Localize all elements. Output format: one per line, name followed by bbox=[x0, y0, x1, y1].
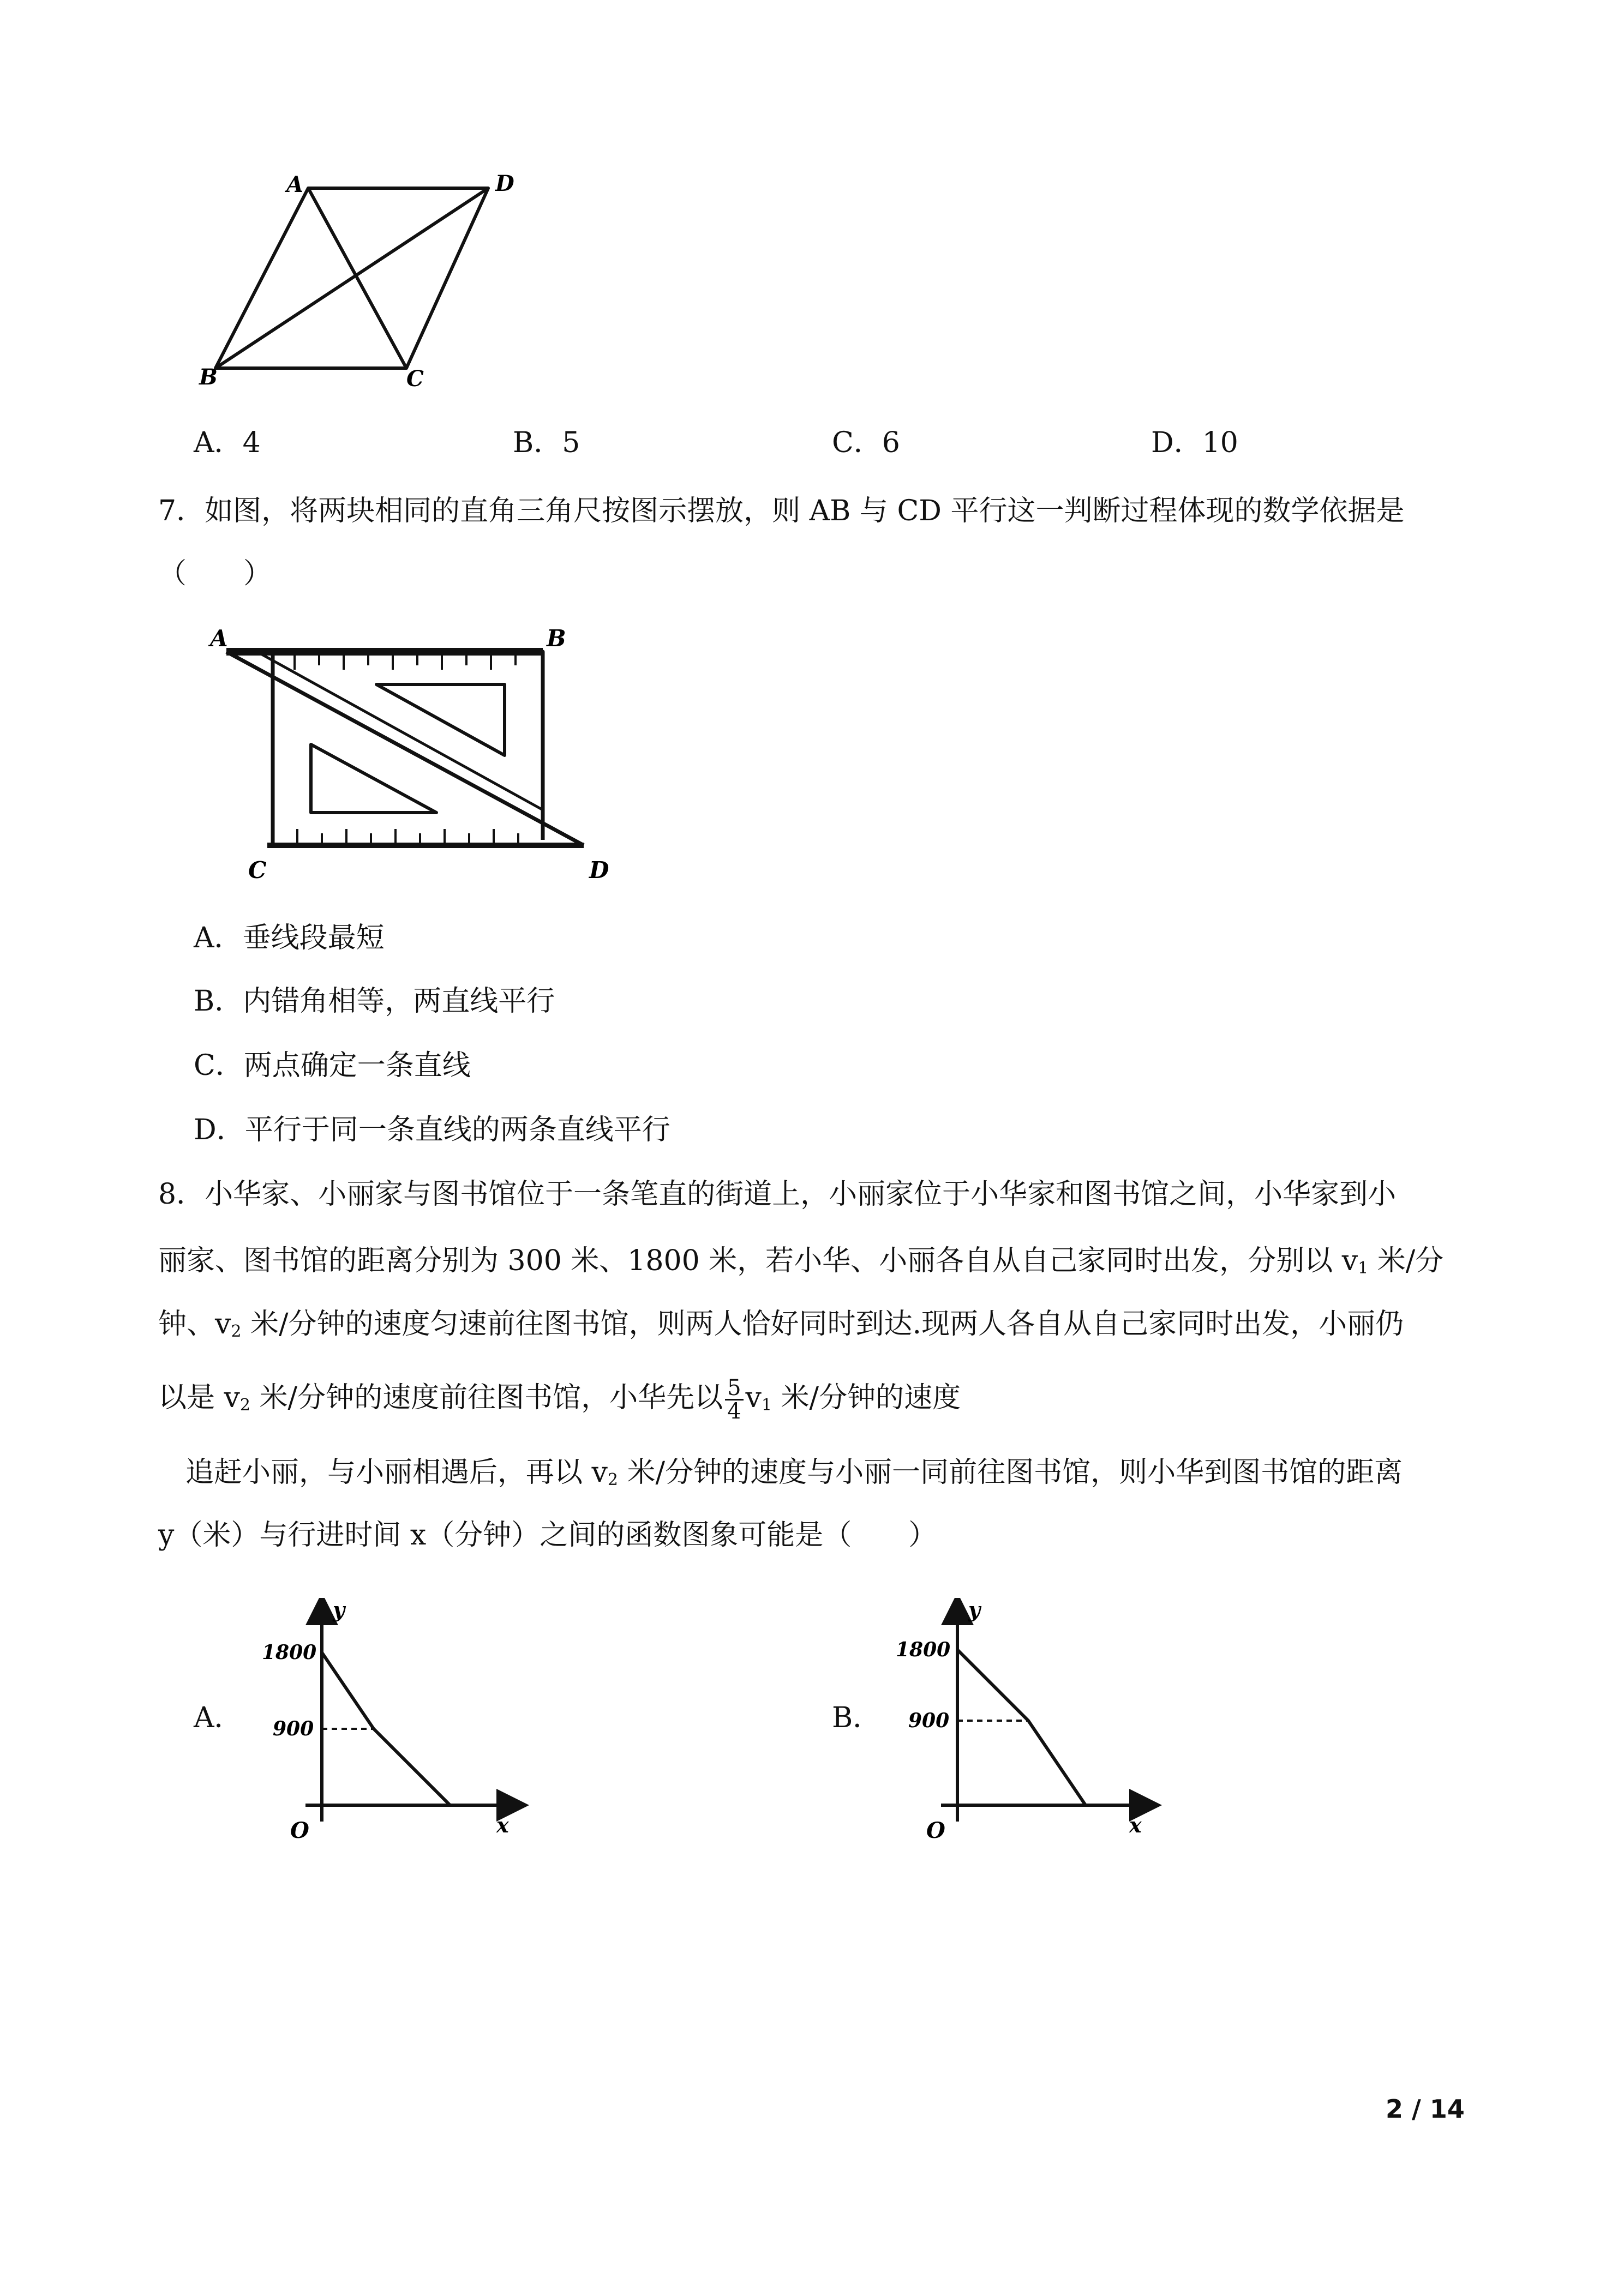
q7-stem-line2: （ ） bbox=[158, 557, 272, 590]
q8-graph-b-x-axis-label: x bbox=[1129, 1813, 1142, 1837]
q8-graph-a-y-mid: 900 bbox=[273, 1717, 314, 1740]
q7-stem-text: 如图，将两块相同的直角三角尺按图示摆放，则 AB 与 CD 平行这一判断过程体现的数学依据是 bbox=[205, 495, 1405, 527]
q8-line4-b: 米/分钟的速度前往图书馆，小华先以 bbox=[250, 1381, 723, 1414]
q6-option-d-text: 10 bbox=[1202, 426, 1238, 459]
q7-label-c: C bbox=[248, 857, 267, 883]
q8-line2-b: 米/分 bbox=[1368, 1245, 1444, 1277]
q6-option-b-text: 5 bbox=[562, 426, 580, 459]
q8-fraction bbox=[725, 1377, 743, 1422]
q7-stem-line1 bbox=[158, 494, 1404, 528]
q8-stem-line1 bbox=[158, 1177, 1396, 1212]
q6-option-d bbox=[1151, 425, 1238, 460]
q8-graph-a-y-axis-label: y bbox=[333, 1598, 345, 1622]
q7-option-c-text: 两点确定一条直线 bbox=[243, 1049, 471, 1082]
q7-label-a: A bbox=[210, 625, 228, 652]
q7-option-a-text: 垂线段最短 bbox=[242, 922, 385, 954]
q8-line4-a: 以是 v bbox=[158, 1381, 240, 1414]
q8-line3-b: 米/分钟的速度匀速前往图书馆，则两人恰好同时到达.现两人各自从自己家同时出发，小丽仍 bbox=[241, 1308, 1404, 1341]
q6-figure bbox=[185, 164, 556, 393]
q7-option-c-letter: C． bbox=[194, 1049, 244, 1082]
q8-graph-b-y-axis-label: y bbox=[968, 1598, 981, 1622]
q8-line5-a: 追赶小丽，与小丽相遇后，再以 v bbox=[185, 1456, 608, 1489]
q8-number: 8． bbox=[158, 1178, 205, 1211]
q8-fraction-numerator: 5 bbox=[725, 1377, 743, 1401]
q7-option-c bbox=[194, 1048, 471, 1083]
q8-stem-line6: y（米）与行进时间 x（分钟）之间的函数图象可能是（ ） bbox=[158, 1519, 937, 1552]
q8-line4-sub: 2 bbox=[239, 1396, 251, 1415]
q8-line3-a: 钟、v bbox=[158, 1308, 231, 1341]
q8-graph-a-option: A． bbox=[194, 1702, 243, 1734]
q7-option-a bbox=[194, 921, 385, 955]
q8-graph-b-line bbox=[957, 1650, 1086, 1805]
q7-label-d: D bbox=[589, 857, 609, 883]
q8-graph-a-x-axis-label: x bbox=[496, 1813, 509, 1837]
q8-graph-b-y-mid: 900 bbox=[908, 1709, 950, 1732]
q6-diagonal-ac bbox=[308, 188, 406, 368]
q8-stem-line3 bbox=[158, 1307, 1404, 1349]
q8-line3-sub: 2 bbox=[231, 1322, 242, 1341]
q7-option-b-letter: B． bbox=[194, 985, 243, 1018]
q7-ruler-ticks-bottom bbox=[297, 829, 518, 843]
q8-graph-a-line bbox=[322, 1652, 450, 1805]
q8-graph-a-origin: O bbox=[290, 1818, 309, 1843]
q6-option-a-letter: A． bbox=[194, 426, 243, 459]
q8-line2-sub: 1 bbox=[1358, 1259, 1369, 1278]
q6-label-d: D bbox=[495, 171, 514, 196]
q7-hypotenuse-inner bbox=[262, 654, 543, 810]
q8-stem-line2 bbox=[158, 1243, 1443, 1286]
q8-line2-a: 丽家、图书馆的距离分别为 300 米、1800 米，若小华、小丽各自从自己家同时出发，分别以 v bbox=[158, 1245, 1358, 1277]
q7-option-d bbox=[194, 1113, 670, 1147]
q6-label-c: C bbox=[406, 366, 424, 392]
q6-option-b-letter: B． bbox=[513, 426, 562, 459]
q8-graph-b bbox=[889, 1598, 1173, 1849]
q8-line4-sub2: 1 bbox=[761, 1396, 772, 1415]
q8-stem-line5 bbox=[185, 1455, 1403, 1498]
q7-option-d-letter: D． bbox=[194, 1114, 245, 1146]
q6-option-c-letter: C． bbox=[832, 426, 882, 459]
q6-option-a bbox=[194, 425, 261, 460]
q8-graph-b-option: B． bbox=[832, 1702, 882, 1734]
q7-ruler-ticks-top bbox=[295, 656, 516, 670]
q8-line4-c: v bbox=[745, 1381, 762, 1414]
q7-label-b: B bbox=[547, 625, 566, 652]
q8-graph-a bbox=[256, 1598, 540, 1849]
q8-fraction-denominator: 4 bbox=[727, 1399, 741, 1424]
q8-line5-b: 米/分钟的速度与小丽一同前往图书馆，则小华到图书馆的距离 bbox=[618, 1456, 1403, 1489]
q7-option-b-text: 内错角相等，两直线平行 bbox=[243, 985, 555, 1018]
q7-figure bbox=[202, 622, 627, 894]
page-number: 2 / 14 bbox=[1386, 2094, 1465, 2124]
q8-graph-b-origin: O bbox=[926, 1818, 945, 1843]
q6-label-b: B bbox=[199, 364, 218, 390]
q7-option-d-text: 平行于同一条直线的两条直线平行 bbox=[244, 1114, 670, 1146]
q6-label-a: A bbox=[286, 172, 304, 197]
q6-option-d-letter: D． bbox=[1151, 426, 1202, 459]
q8-line4-d: 米/分钟的速度 bbox=[772, 1381, 961, 1414]
q7-option-b bbox=[194, 984, 555, 1019]
q6-option-c bbox=[832, 425, 900, 460]
q8-line5-sub: 2 bbox=[607, 1470, 619, 1489]
q8-stem-text-1: 小华家、小丽家与图书馆位于一条笔直的街道上，小丽家位于小华家和图书馆之间，小华家到小 bbox=[205, 1178, 1397, 1211]
q6-option-c-text: 6 bbox=[882, 426, 900, 459]
q6-option-b bbox=[513, 425, 580, 460]
q8-graph-a-y-top: 1800 bbox=[262, 1641, 317, 1664]
q7-number: 7． bbox=[158, 495, 205, 527]
q8-stem-line4 bbox=[158, 1377, 961, 1423]
q8-graph-b-y-top: 1800 bbox=[896, 1638, 951, 1661]
q6-option-a-text: 4 bbox=[242, 426, 261, 459]
q7-option-a-letter: A． bbox=[194, 922, 243, 954]
q7-hypotenuse bbox=[226, 652, 584, 845]
